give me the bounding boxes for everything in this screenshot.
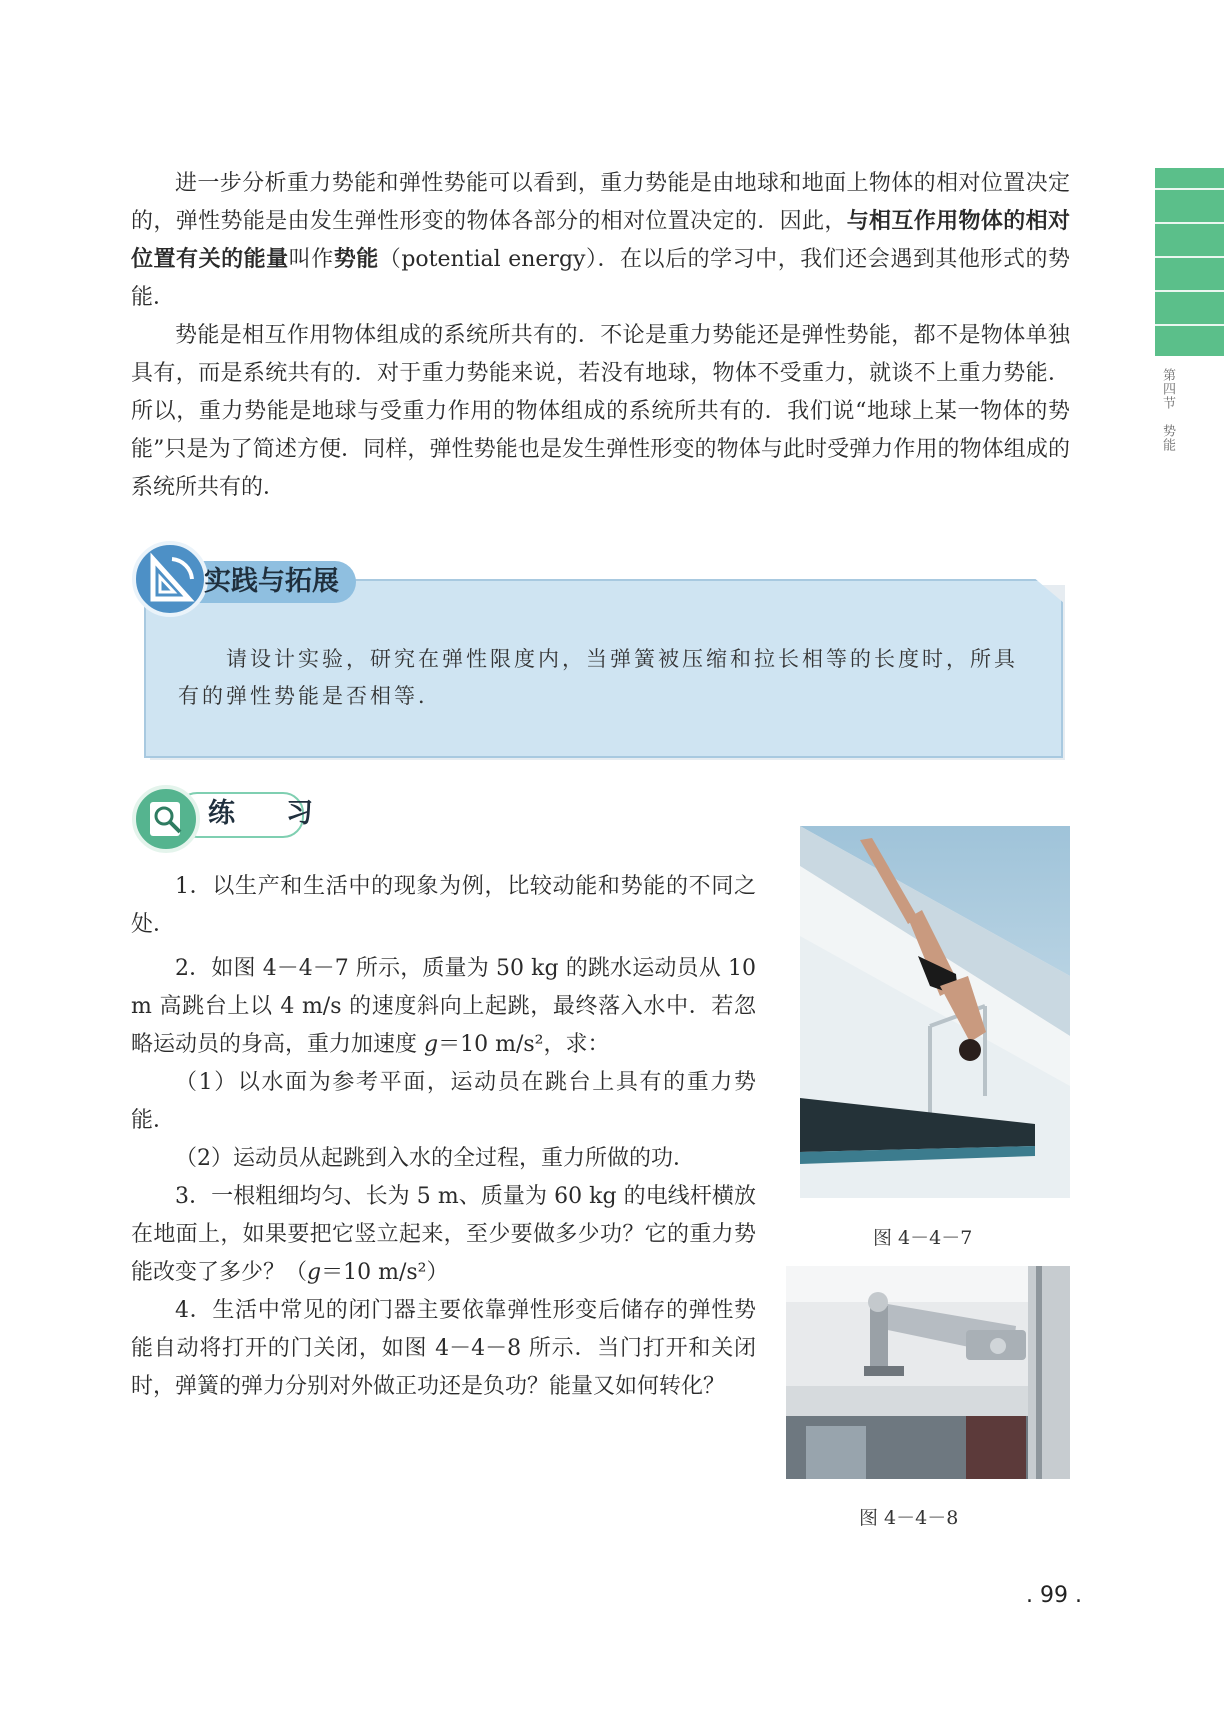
p1-text-c: （potential energy）．在以后的学习中，我们还会遇到其他形式的势能． <box>131 247 1070 310</box>
tab-divider <box>1155 222 1224 224</box>
practice-text-content: 请设计实验，研究在弹性限度内，当弹簧被压缩和拉长相等的长度时，所具有的弹性势能是否相等． <box>178 647 1018 708</box>
page-number: . 99 . <box>1026 1583 1082 1608</box>
question-1: 1．以生产和生活中的现象为例，比较动能和势能的不同之处． <box>131 874 756 937</box>
tab-divider <box>1155 188 1224 190</box>
question-4: 4．生活中常见的闭门器主要依靠弹性形变后储存的弹性势能自动将打开的门关闭，如图 4－4－8 所示．当门打开和关闭时，弹簧的弹力分别对外做正功还是负功？能量又如何转化？ <box>131 1298 756 1399</box>
question-3 <box>131 1178 756 1292</box>
practice-text <box>178 641 1038 715</box>
door-closer-photo <box>786 1266 1070 1479</box>
q3-text-a: 3．一根粗细均匀、长为 5 m、质量为 60 kg 的电线杆横放在地面上，如果要把它竖立起来，至少要做多少功？它的重力势能改变了多少？（ <box>131 1184 756 1285</box>
p1-bold-definition: 与相互作用物体的相对位置有关的能量 <box>131 209 1070 272</box>
magnifier-icon <box>132 785 200 853</box>
figure-4-4-7-caption: 图 4－4－7 <box>873 1227 973 1249</box>
p1-text-b: 叫作 <box>288 247 334 272</box>
figure-4-4-8-caption: 图 4－4－8 <box>859 1507 959 1529</box>
q2-text-a: 2．如图 4－4－7 所示，质量为 50 kg 的跳水运动员从 10 m 高跳台上以 4 m/s 的速度斜向上起跳，最终落入水中．若忽略运动员的身高，重力加速度 <box>131 956 756 1057</box>
question-2-part-2: （2）运动员从起跳到入水的全过程，重力所做的功． <box>175 1146 695 1171</box>
paragraph-2: 势能是相互作用物体组成的系统所共有的．不论是重力势能还是弹性势能，都不是物体单独具有，而是系统共有的．对于重力势能来说，若没有地球，物体不受重力，就谈不上重力势能．所以，重力势能是地球与受重力作用的物体组成的系统所共有的．我们说“地球上某一物体的势能”只是为了简述方便．同样，弹性势能也是发生弹性形变的物体与此时受弹力作用的物体组成的系统所共有的． <box>131 323 1070 500</box>
q2-text-b: ＝10 m/s²，求： <box>438 1032 610 1057</box>
tab-divider <box>1155 290 1224 292</box>
section-label: 第四节 势能 <box>1160 368 1175 452</box>
practice-title: 实践与拓展 <box>204 566 339 597</box>
q3-text-b: ＝10 m/s²） <box>321 1260 449 1285</box>
diver-photo <box>800 826 1070 1198</box>
question-2-part-1: （1）以水面为参考平面，运动员在跳台上具有的重力势能． <box>131 1070 756 1133</box>
question-2 <box>131 950 756 1064</box>
p1-text-a: 进一步分析重力势能和弹性势能可以看到，重力势能是由地球和地面上物体的相对位置决定的，弹性势能是由发生弹性形变的物体各部分的相对位置决定的．因此， <box>131 171 1070 234</box>
tab-divider <box>1155 256 1224 258</box>
paragraph-1 <box>131 165 1070 317</box>
triangle-ruler-icon <box>132 541 208 617</box>
p1-bold-term: 势能 <box>333 247 379 272</box>
q2-variable: g <box>424 1032 439 1057</box>
exercise-title: 练 习 <box>208 798 325 829</box>
q3-variable: g <box>307 1260 322 1285</box>
exercise-list <box>131 868 756 1406</box>
tab-divider <box>1155 324 1224 326</box>
chapter-tab <box>1155 168 1224 356</box>
